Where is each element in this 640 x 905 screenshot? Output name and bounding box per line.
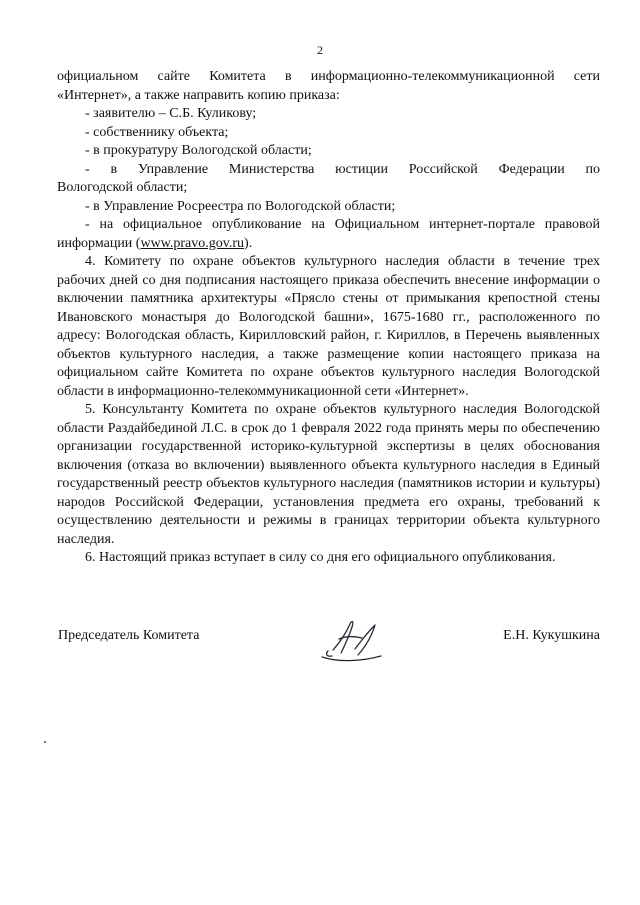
order-body-text <box>57 68 600 568</box>
signature-block <box>57 617 600 667</box>
text-line <box>57 235 600 254</box>
paragraph-4: 4. Комитету по охране объектов культурного наследия области в течение трех рабочих дней со дня подписания настоящего приказа обеспечить внесение информации о включении памятника архитектуры «Прясло стены от примыкания крепостной стены Ивановского монастыря до Вологодской башни», 1675-1680 гг., расположенного по адресу: Вологодская область, Кирилловский район, г. Кириллов, в Перечень выявленных объектов культурного наследия, а также размещение копии настоящего приказа на официальном сайте Комитета по охране объектов культурного наследия Вологодской области в информационно-телекоммуникационной сети «Интернет». <box>57 254 600 399</box>
signatory-position: Председатель Комитета <box>58 628 200 643</box>
page-number: 2 <box>317 43 323 57</box>
distribution-item: - в прокуратуру Вологодской области; <box>85 143 312 158</box>
distribution-item: - в Управление Росреестра по Вологодской области; <box>85 198 396 214</box>
text-line: официальном сайте Комитета в информационно-телекоммуникационной сети <box>57 69 600 84</box>
distribution-item: - заявителю – С.Б. Куликову; <box>85 106 257 121</box>
pravo-portal-link[interactable]: www.pravo.gov.ru <box>140 235 245 251</box>
handwritten-signature-icon <box>319 617 385 663</box>
distribution-item: - на официальное опубликование на Официальном интернет-портале правовой <box>85 217 600 232</box>
text-line: Вологодской области; <box>57 180 188 195</box>
scan-speck <box>44 741 46 743</box>
signatory-name: Е.Н. Кукушкина <box>503 628 600 643</box>
distribution-item: - в Управление Министерства юстиции Российской Федерации по <box>85 161 600 177</box>
paragraph-6: 6. Настоящий приказ вступает в силу со дня его официального опубликования. <box>85 550 556 565</box>
text-fragment: ). <box>244 235 253 251</box>
distribution-item: - собственнику объекта; <box>85 124 229 140</box>
paragraph-5: 5. Консультанту Комитета по охране объектов культурного наследия Вологодской области Раздайбединой Л.С. в срок до 1 февраля 2022 года принять меры по обеспечению организации государственной историко-культурной экспертизы в целях обоснования включения (отказа во включении) выявленного объекта культурного наследия в Единый государственный реестр объектов культурного наследия (памятников истории и культуры) народов Российской Федерации, установления предмета его охраны, требований к осуществлению деятельности и режимы в границах территории объекта культурного наследия. <box>57 402 600 547</box>
text-line: «Интернет», а также направить копию приказа: <box>57 87 340 103</box>
text-fragment: информации ( <box>57 235 141 251</box>
